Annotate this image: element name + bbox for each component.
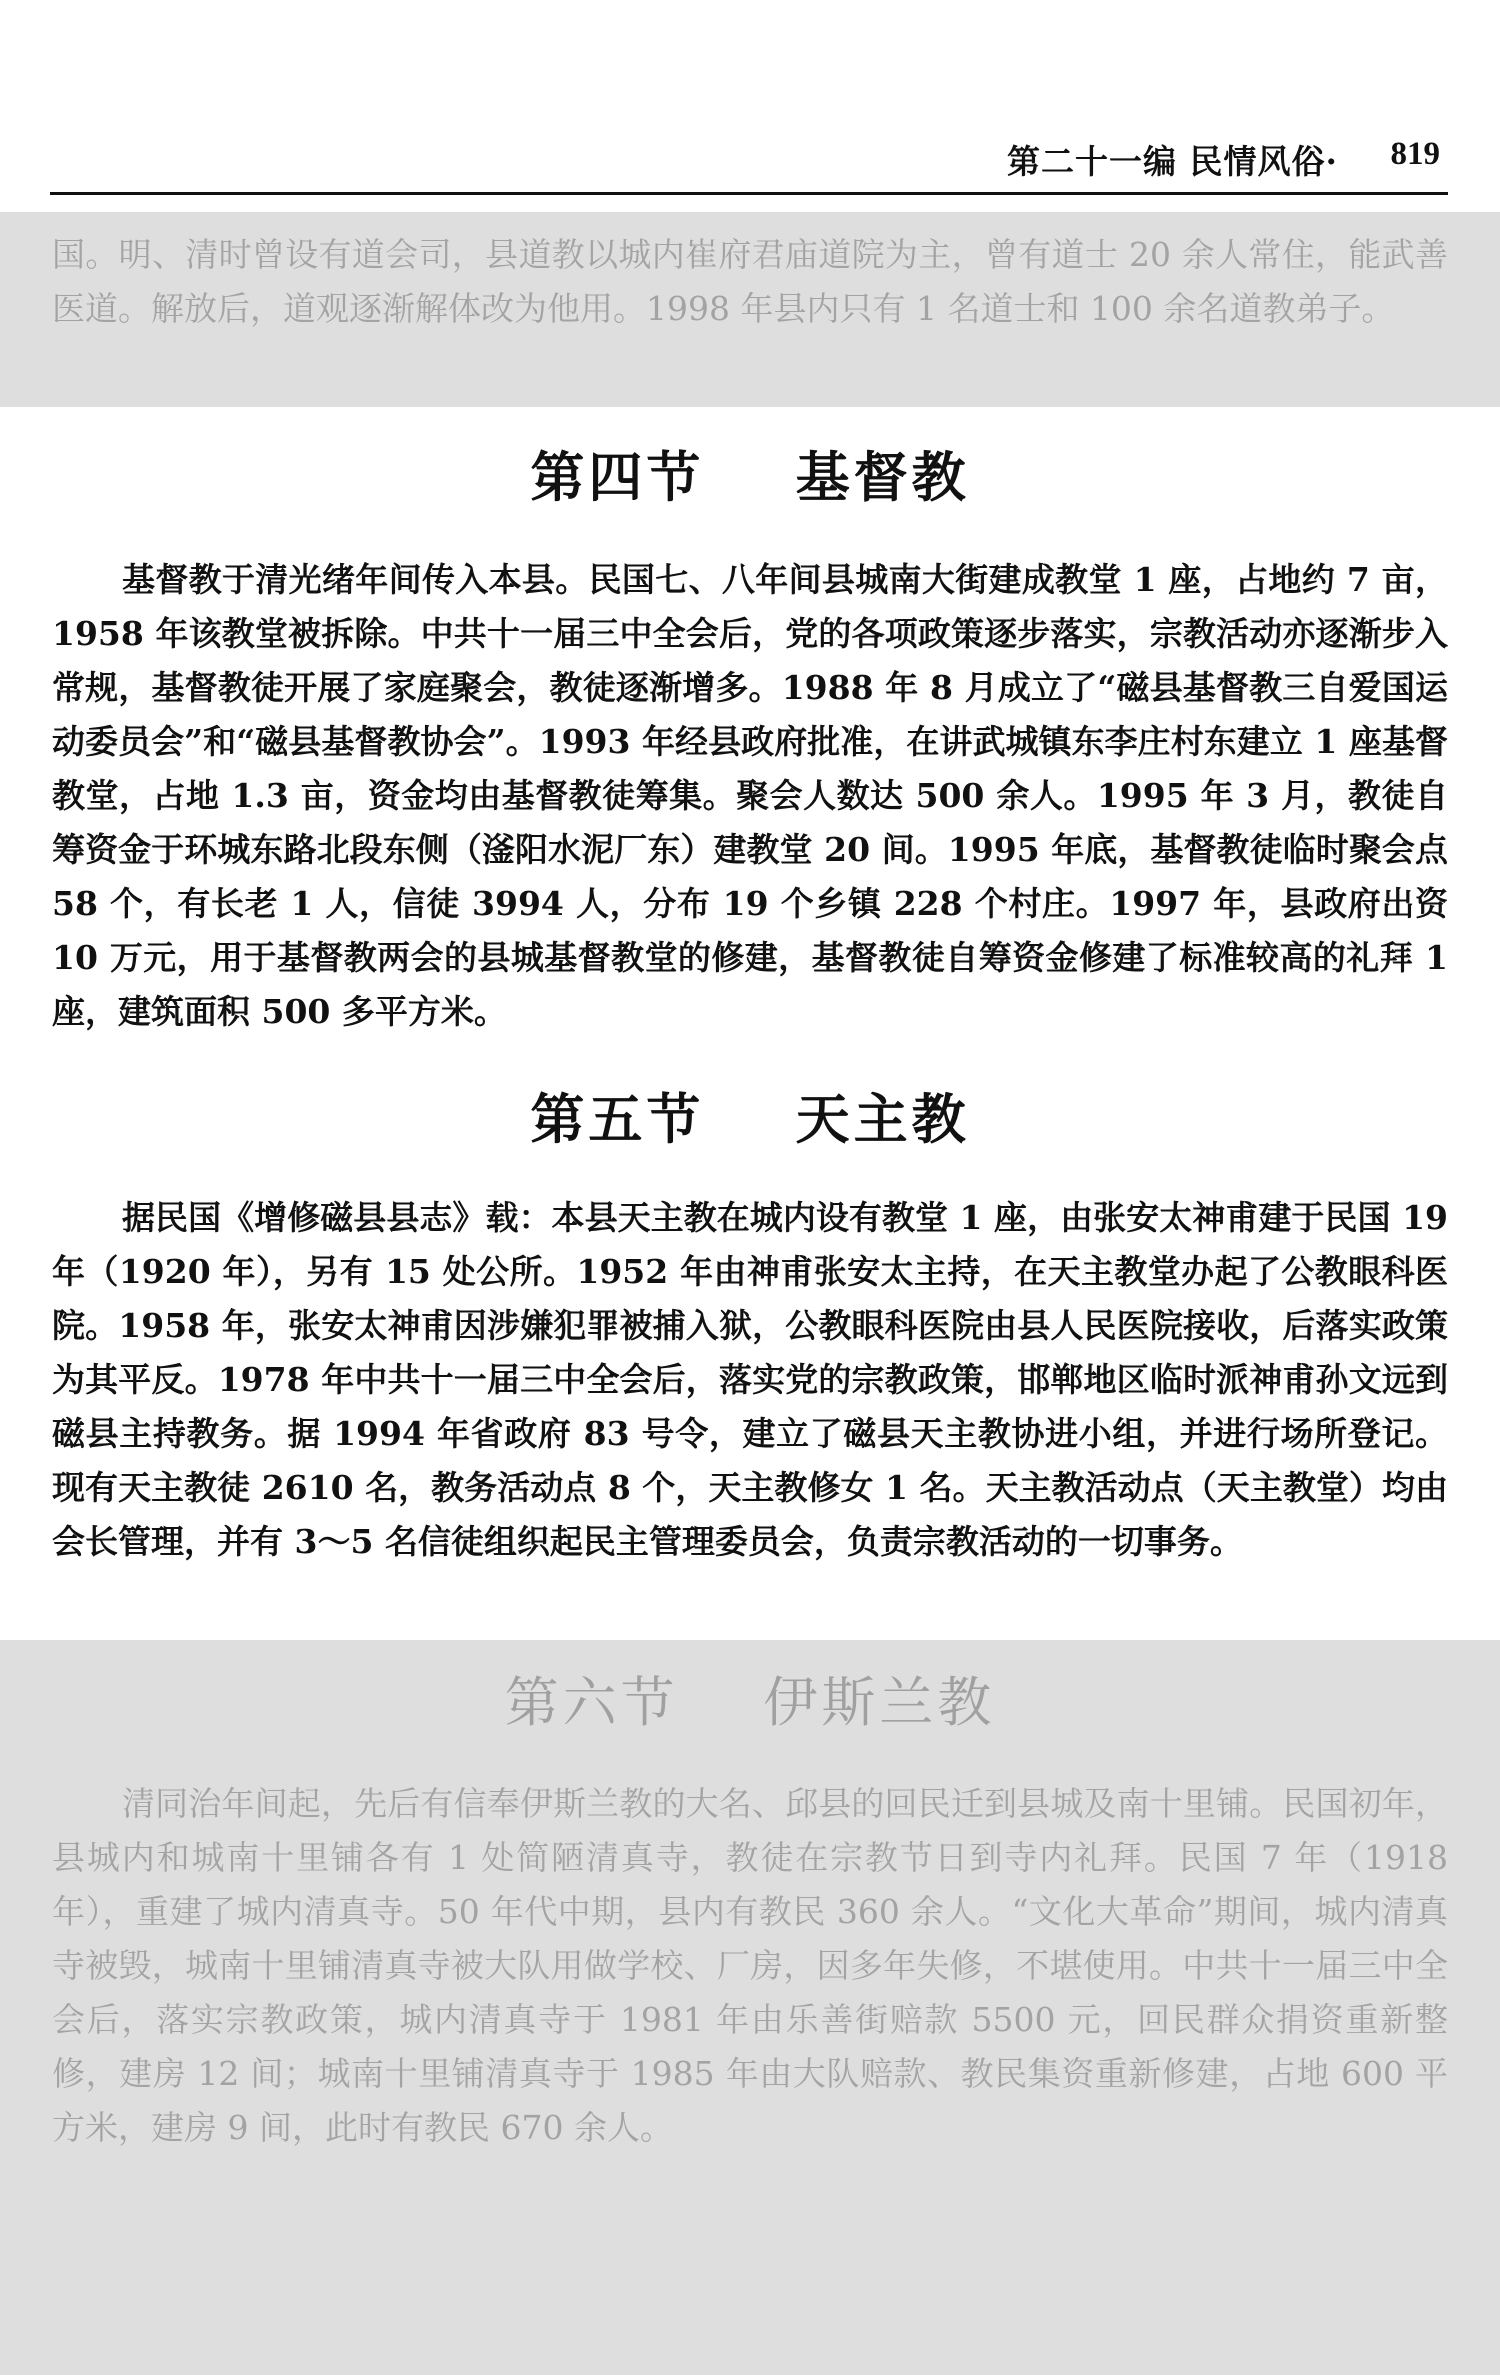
section-title-christianity: 第四节 基督教 — [530, 445, 970, 509]
top-paragraph: 国。明、清时曾设有道会司，县道教以城内崔府君庙道院为主，曾有道士 20 余人常住，能武善医道。解放后，道观逐渐解体改为他用。1998 年县内只有 1 名道士和 100 余名道教弟子。 — [52, 235, 1448, 328]
section-title-islam: 第六节 伊斯兰教 — [504, 1671, 996, 1734]
page-number: 819 — [1390, 136, 1440, 172]
section-body-catholicism: 据民国《增修磁县县志》载：本县天主教在城内设有教堂 1 座，由张安太神甫建于民国 19 年（1920 年），另有 15 处公所。1952 年由神甫张安太主持，在天主教堂办起了公教眼科医院。1958 年，张安太神甫因涉嫌犯罪被捕入狱，公教眼科医院由县人民医院接收，后落实政策为其平反。1978 年中共十一届三中全会后，落实党的宗教政策，邯郸地区临时派神甫孙文远到磁县主持教务。据 1994 年省政府 83 号令，建立了磁县天主教协进小组，并进行场所登记。现有天主教徒 2610 名，教务活动点 8 个，天主教修女 1 名。天主教活动点（天主教堂）均由会长管理，并有 3～5 名信徒组织起民主管理委员会，负责宗教活动的一切事务。 — [52, 1198, 1448, 1561]
section-body-islam: 清同治年间起，先后有信奉伊斯兰教的大名、邱县的回民迁到县城及南十里铺。民国初年，县城内和城南十里铺各有 1 处简陋清真寺，教徒在宗教节日到寺内礼拜。民国 7 年（1918 年），重建了城内清真寺。50 年代中期，县内有教民 360 余人。“文化大革命”期间，城内清真寺被毁，城南十里铺清真寺被大队用做学校、厂房，因多年失修，不堪使用。中共十一届三中全会后，落实宗教政策，城内清真寺于 1981 年由乐善街赔款 5500 元，回民群众捐资重新整修，建房 12 间；城南十里铺清真寺于 1985 年由大队赔款、教民集资重新修建，占地 600 平方米，建房 9 间，此时有教民 670 余人。 — [52, 1784, 1448, 2147]
running-title: 第二十一编 民情风俗· — [1007, 142, 1338, 181]
running-header — [50, 130, 1448, 195]
section-body-christianity: 基督教于清光绪年间传入本县。民国七、八年间县城南大街建成教堂 1 座，占地约 7 亩，1958 年该教堂被拆除。中共十一届三中全会后，党的各项政策逐步落实，宗教活动亦逐渐步入常规，基督教徒开展了家庭聚会，教徒逐渐增多。1988 年 8 月成立了“磁县基督教三自爱国运动委员会”和“磁县基督教协会”。1993 年经县政府批准，在讲武城镇东李庄村东建立 1 座基督教堂，占地 1.3 亩，资金均由基督教徒筹集。聚会人数达 500 余人。1995 年 3 月，教徒自筹资金于环城东路北段东侧（滏阳水泥厂东）建教堂 20 间。1995 年底，基督教徒临时聚会点 58 个，有长老 1 人，信徒 3994 人，分布 19 个乡镇 228 个村庄。1997 年，县政府出资 10 万元，用于基督教两会的县城基督教堂的修建，基督教徒自筹资金修建了标准较高的礼拜 1 座，建筑面积 500 多平方米。 — [52, 560, 1448, 1031]
section-title-catholicism: 第五节 天主教 — [530, 1087, 970, 1151]
